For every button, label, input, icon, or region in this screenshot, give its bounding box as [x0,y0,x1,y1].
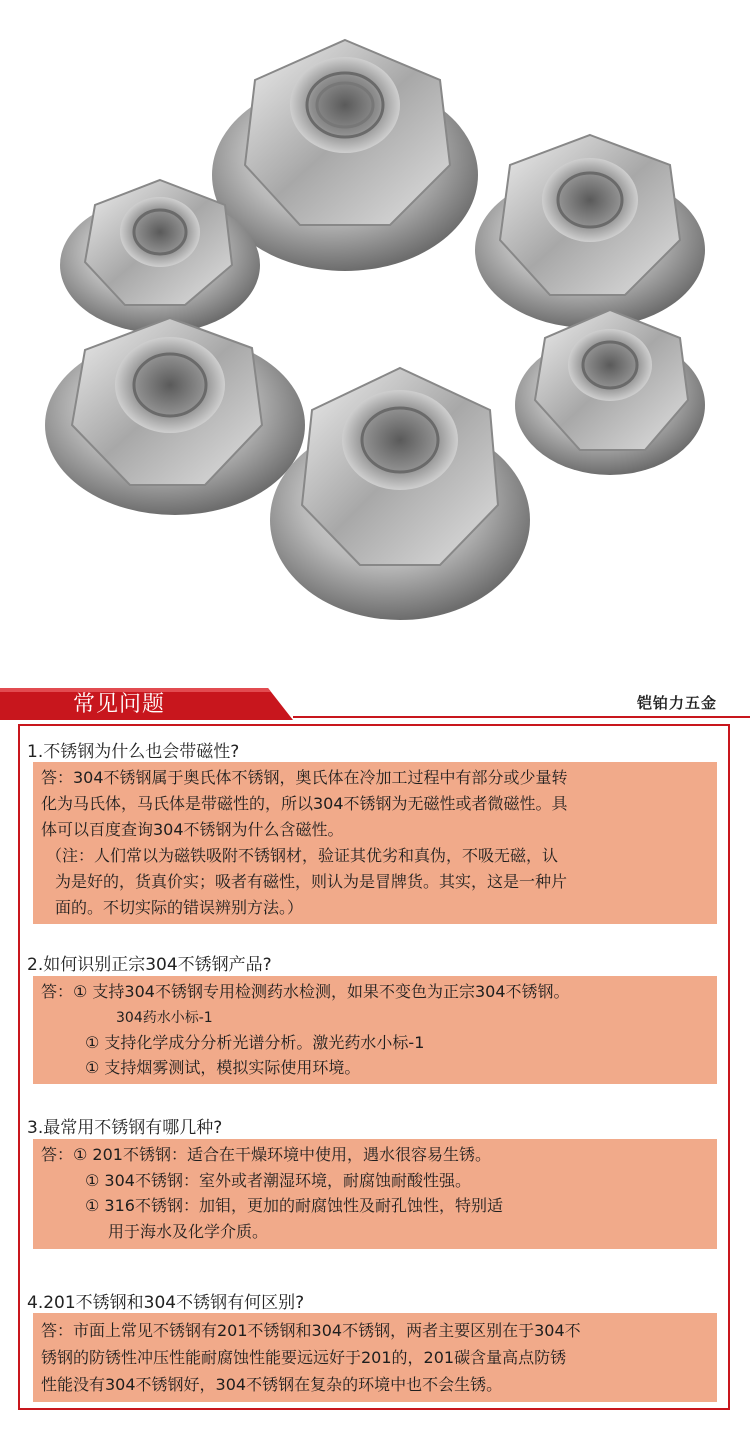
faq-question-2: 2.如何识别正宗304不锈钢产品? [27,955,272,975]
brand-name: 铠铂力五金 [636,694,717,712]
flange-nut-top-center [212,40,478,271]
answer-line: 锈钢的防锈性冲压性能耐腐蚀性能要远远好于201的，201碳含量高点防锈 [41,1348,567,1367]
faq-answer-1 [33,762,717,924]
flange-nut-right-top [475,135,705,328]
answer-line: 为是好的，货真价实；吸者有磁性，则认为是冒牌货。其实，这是一种片 [55,872,568,891]
answer-line: ① 支持烟雾测试，模拟实际使用环境。 [85,1058,361,1077]
answer-line: 答：304不锈钢属于奥氏体不锈钢，奥氏体在冷加工过程中有部分或少量转 [41,768,568,787]
faq-title: 常见问题 [73,692,166,717]
faq-question-4: 4.201不锈钢和304不锈钢有何区别? [27,1293,305,1313]
faq-question-3: 3.最常用不锈钢有哪几种? [27,1118,223,1138]
answer-line: 用于海水及化学介质。 [108,1222,269,1241]
answer-line: 面的。不切实际的错误辨别方法。） [55,898,304,917]
flange-nut-left-bottom [45,318,305,515]
flange-nut-right-bottom [515,310,705,475]
answer-line: ① 304不锈钢：室外或者潮湿环境，耐腐蚀耐酸性强。 [85,1171,471,1190]
flange-nut-bottom-center [270,368,530,620]
answer-line: 答：① 201不锈钢：适合在干燥环境中使用，遇水很容易生锈。 [41,1145,491,1164]
header-rule [293,716,750,718]
answer-line: 304药水小标-1 [116,1010,213,1026]
faq-answer-3 [33,1139,717,1249]
answer-line: ① 支持化学成分分析光谱分析。激光药水小标-1 [85,1033,425,1052]
faq-question-1: 1.不锈钢为什么也会带磁性? [27,742,240,762]
faq-answer-2 [33,976,717,1084]
answer-line: （注：人们常以为磁铁吸附不锈钢材，验证其优劣和真伪，不吸无磁，认 [46,846,559,865]
answer-line: ① 316不锈钢：加钼，更加的耐腐蚀性及耐孔蚀性，特别适 [85,1196,503,1215]
answer-line: 答：① 支持304不锈钢专用检测药水检测，如果不变色为正宗304不锈钢。 [41,982,570,1001]
answer-line: 性能没有304不锈钢好，304不锈钢在复杂的环境中也不会生锈。 [41,1375,503,1394]
faq-answer-4 [33,1313,717,1402]
faq-header [0,684,750,720]
answer-line: 答：市面上常见不锈钢有201不锈钢和304不锈钢，两者主要区别在于304不 [41,1321,581,1340]
answer-line: 体可以百度查询304不锈钢为什么含磁性。 [41,820,344,839]
product-photo [0,0,750,660]
answer-line: 化为马氏体，马氏体是带磁性的，所以304不锈钢为无磁性或者微磁性。具 [41,794,568,813]
